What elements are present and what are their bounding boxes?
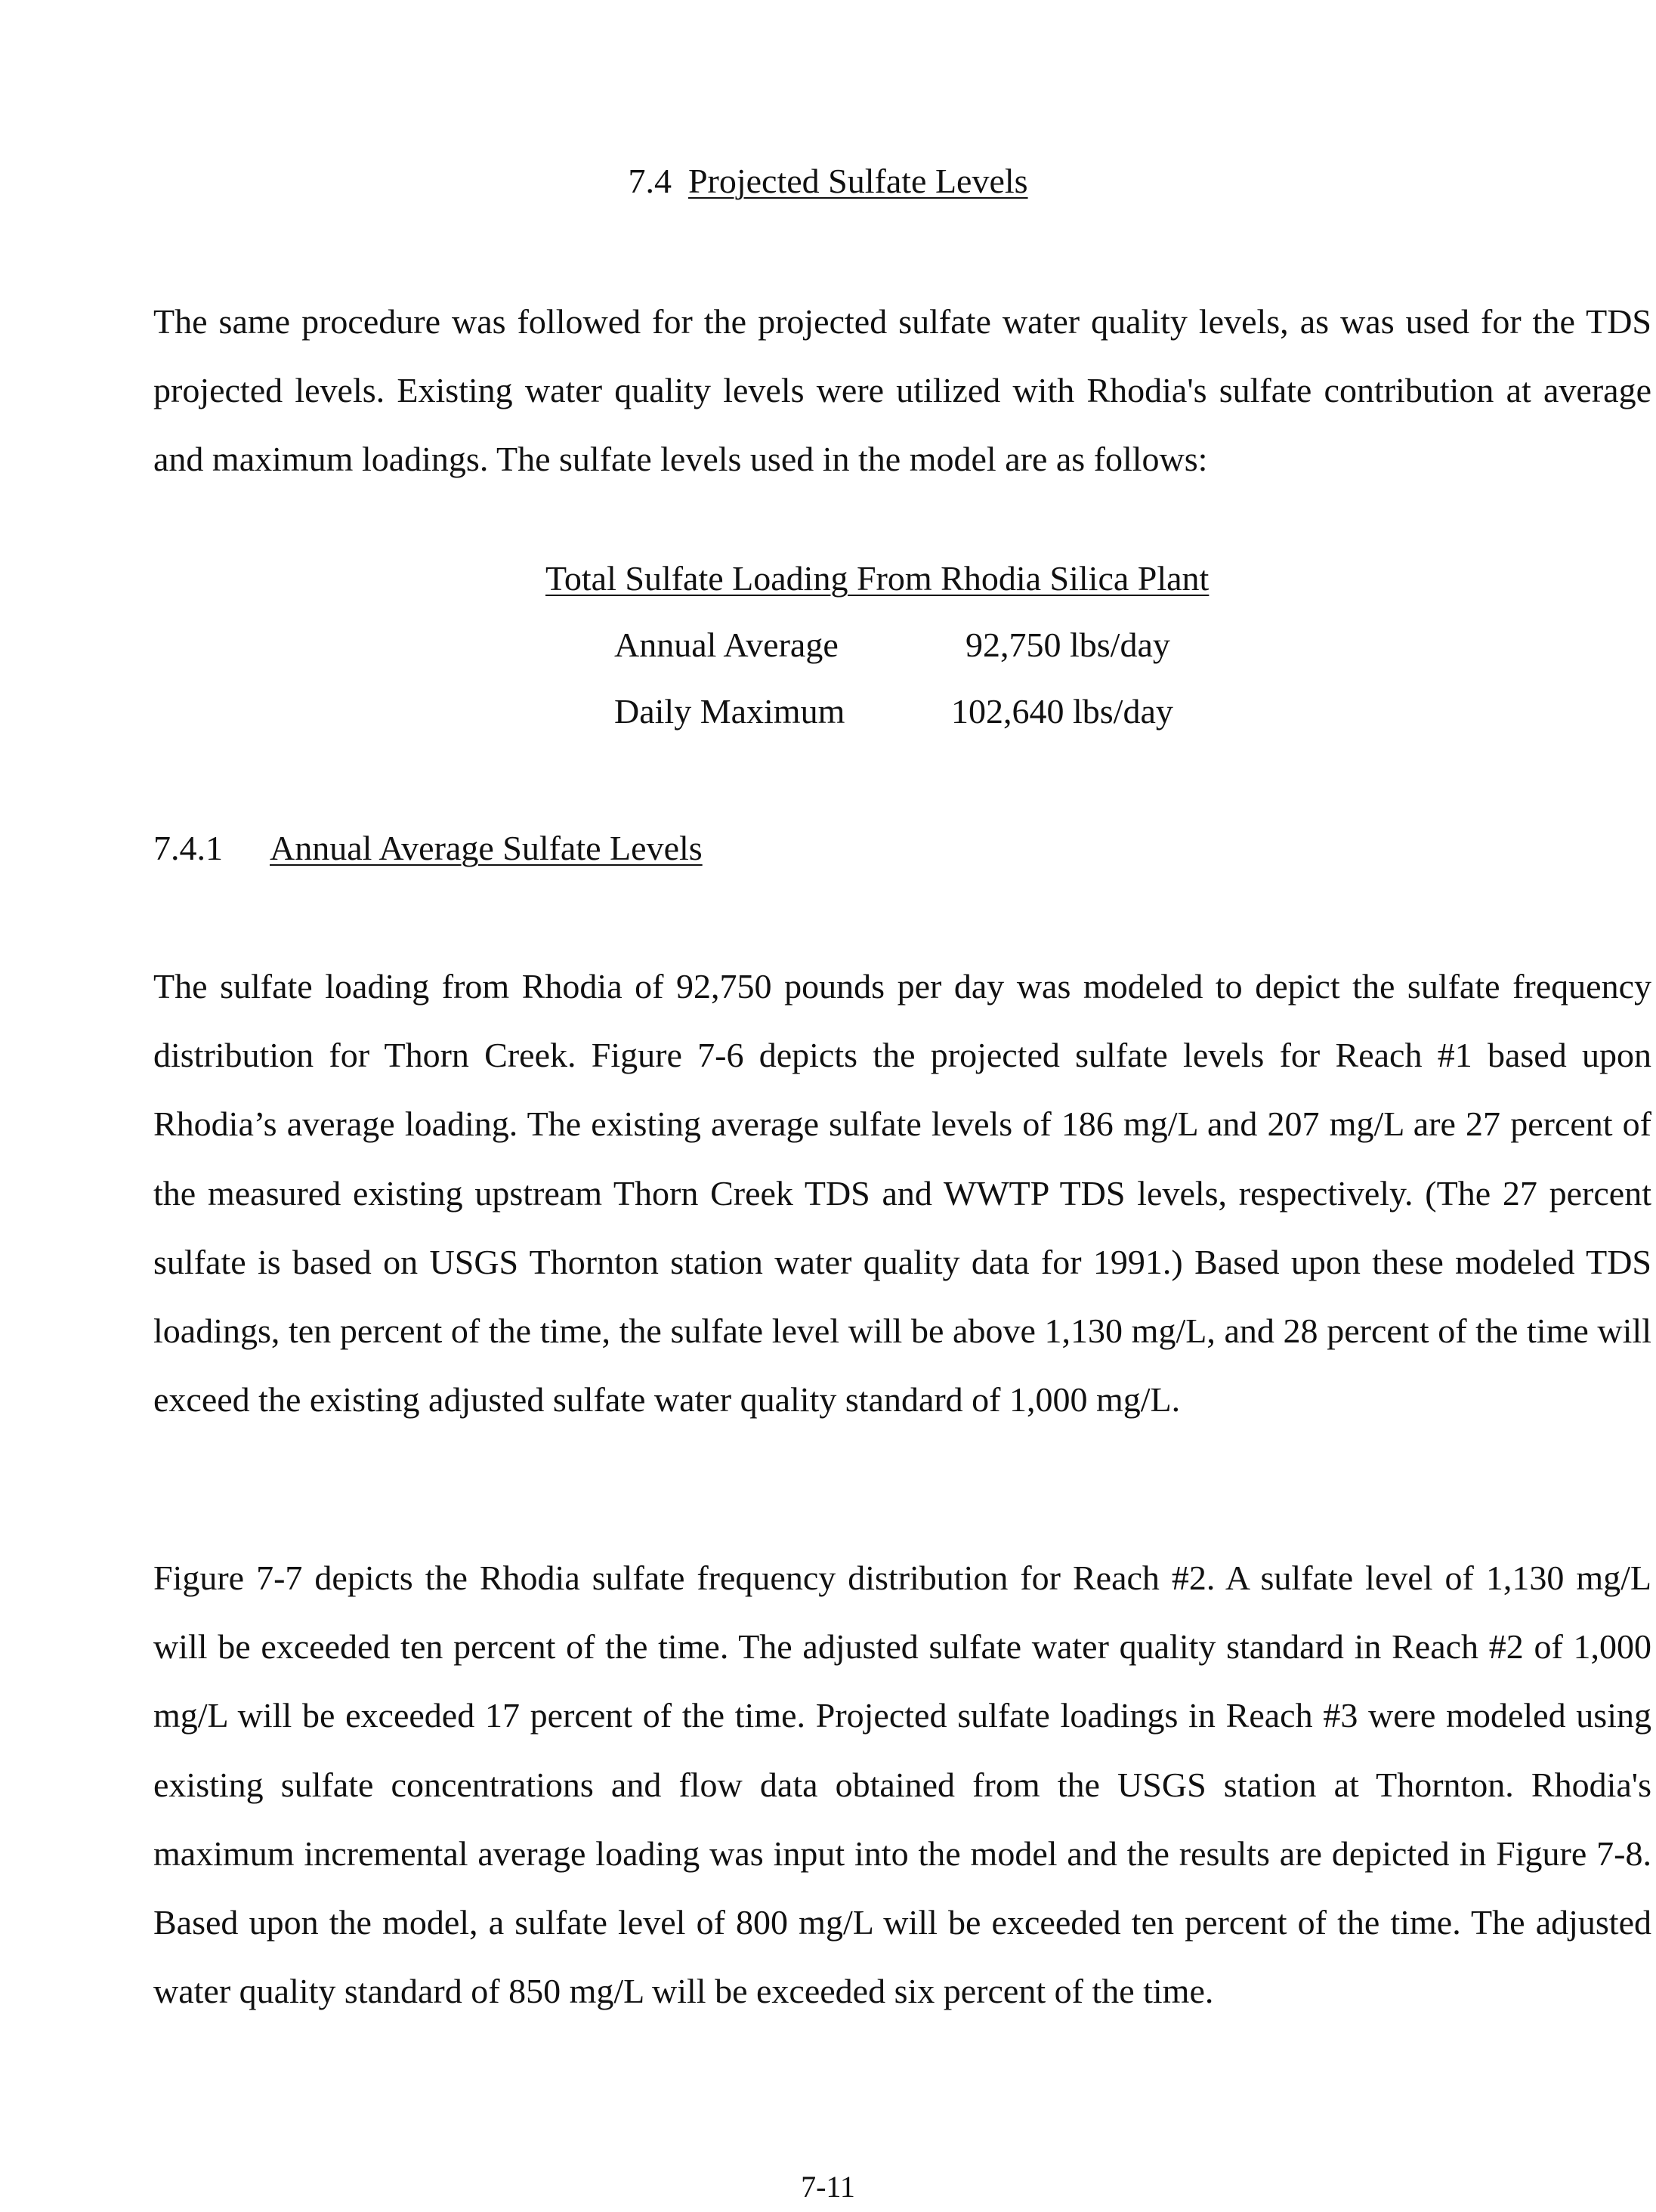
loading-row-annual-average [0,623,1656,668]
page-number: 7-11 [801,2170,855,2204]
loading-table-title: Total Sulfate Loading From Rhodia Silica Plant [545,559,1210,598]
loading-value: 102,640 lbs/day [951,692,1173,731]
loading-value: 92,750 lbs/day [965,626,1170,664]
subsection-title: Annual Average Sulfate Levels [270,829,703,867]
subsection-heading [153,826,703,871]
section-heading [0,159,1656,204]
loading-row-daily-maximum [0,689,1656,734]
reach1-paragraph: The sulfate loading from Rhodia of 92,750 pounds per day was modeled to depict the sulfate frequency distribution for Thorn Creek. Figure 7-6 depicts the projected sulfate levels for Reach #1 based upon Rhodia’s average loading. The existing average sulfate levels of 186 mg/L and 207 mg/L are 27 percent of the measured existing upstream Thorn Creek TDS and WWTP TDS levels, respectively. (The 27 percent sulfate is based on USGS Thornton station water quality data for 1991.) Based upon these modeled TDS loadings, ten percent of the time, the sulfate level will be above 1,130 mg/L, and 28 percent of the time will exceed the existing adjusted sulfate water quality standard of 1,000 mg/L. [153,967,1651,1420]
intro-paragraph: The same procedure was followed for the projected sulfate water quality levels, as was used for the TDS projected levels. Existing water quality levels were utilized with Rhodia's sulfate contribution at average and maximum loadings. The sulfate levels used in the model are as follows: [153,302,1651,479]
loading-label: Daily Maximum [614,692,845,731]
section-title: Projected Sulfate Levels [687,162,1028,200]
subsection-number: 7.4.1 [153,829,223,867]
reach2-3-paragraph: Figure 7-7 depicts the Rhodia sulfate frequency distribution for Reach #2. A sulfate level of 1,130 mg/L will be exceeded ten percent of the time. The adjusted sulfate water quality standard in Reach #2 of 1,000 mg/L will be exceeded 17 percent of the time. Projected sulfate loadings in Reach #3 were modeled using existing sulfate concentrations and flow data obtained from the USGS station at Thornton. Rhodia's maximum incremental average loading was input into the model and the results are depicted in Figure 7-8. Based upon the model, a sulfate level of 800 mg/L will be exceeded ten percent of the time. The adjusted water quality standard of 850 mg/L will be exceeded six percent of the time. [153,1559,1651,2011]
loading-label: Annual Average [614,626,839,664]
section-number: 7.4 [628,162,672,200]
